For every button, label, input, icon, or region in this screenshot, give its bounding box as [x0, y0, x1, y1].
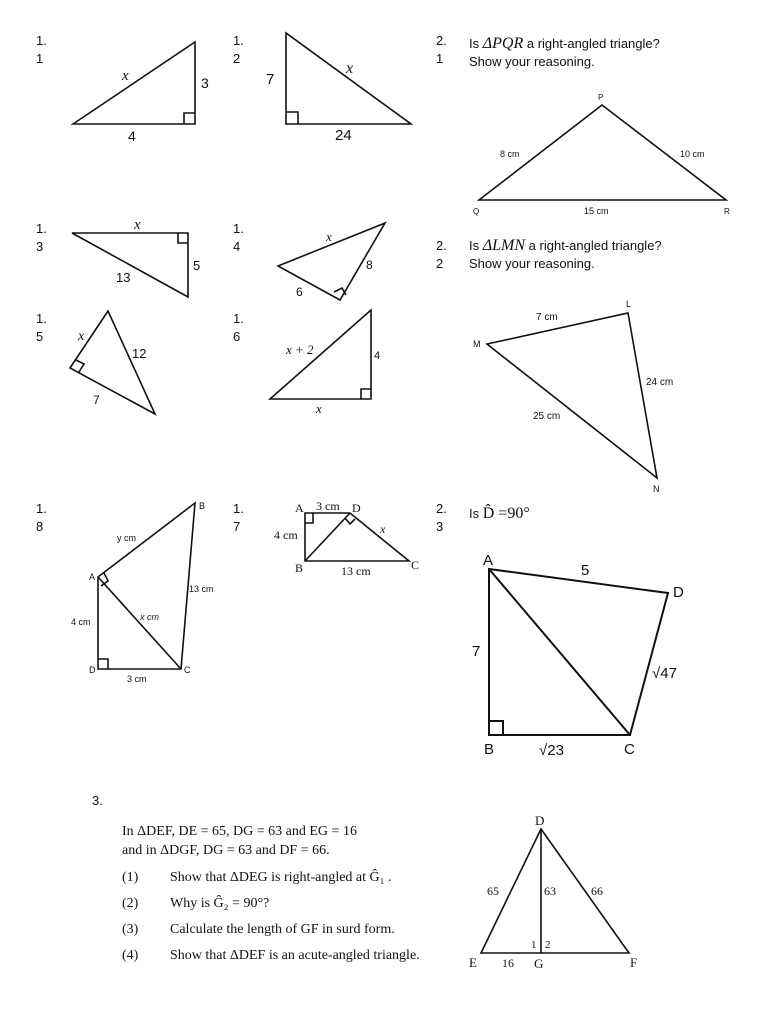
triangle-1-2 [266, 33, 411, 144]
svg-text:x: x [326, 229, 332, 244]
svg-text:x: x [122, 68, 129, 84]
svg-text:8 cm: 8 cm [500, 149, 520, 159]
svg-text:y cm: y cm [117, 533, 136, 543]
svg-text:1: 1 [531, 939, 537, 951]
svg-text:x: x [346, 60, 354, 77]
question-number-1-8: 1. 8 [36, 501, 47, 534]
svg-text:16: 16 [502, 956, 514, 970]
svg-text:13 cm: 13 cm [341, 564, 371, 578]
svg-text:5: 5 [193, 258, 201, 273]
triangle-1-1 [73, 42, 209, 144]
svg-text:12: 12 [132, 346, 147, 361]
svg-text:x cm: x cm [140, 612, 159, 622]
svg-text:D: D [89, 665, 96, 675]
question-number-2-3: 2. 3 [436, 501, 447, 534]
svg-text:x: x [380, 522, 386, 536]
svg-text:N: N [653, 484, 660, 494]
svg-text:G: G [534, 956, 544, 971]
question-2-2-text: Is ΔLMN a right-angled triangle? Show your reasoning. [469, 237, 662, 271]
svg-text:C: C [184, 665, 191, 675]
svg-text:D: D [535, 813, 545, 828]
question-number-1-1: 1. 1 [36, 33, 47, 66]
svg-text:25 cm: 25 cm [533, 411, 561, 422]
svg-text:P: P [598, 93, 604, 102]
quadrilateral-1-7 [274, 499, 419, 578]
triangle-1-3 [72, 217, 200, 297]
triangle-1-6 [270, 310, 380, 416]
svg-text:65: 65 [487, 884, 499, 898]
svg-text:8: 8 [366, 258, 373, 272]
question-number-3: 3. [92, 793, 103, 808]
svg-text:A: A [483, 552, 494, 569]
svg-text:7: 7 [93, 393, 100, 407]
svg-text:M: M [473, 339, 481, 349]
quadrilateral-2-3 [472, 552, 684, 759]
svg-text:3 cm: 3 cm [127, 674, 147, 684]
svg-text:E: E [469, 955, 477, 970]
svg-text:66: 66 [591, 884, 603, 898]
question-2-3-text: Is D̂ =90° [469, 505, 530, 522]
svg-text:√47: √47 [652, 665, 677, 682]
svg-text:5: 5 [581, 562, 590, 579]
question-number-2-1: 2. 1 [436, 33, 447, 66]
svg-text:D: D [673, 584, 684, 601]
svg-text:63: 63 [544, 884, 556, 898]
svg-text:√23: √23 [539, 742, 564, 759]
triangle-2-2 [473, 299, 673, 494]
question-number-1-5: 1. 5 [36, 311, 47, 344]
svg-text:A: A [295, 501, 304, 515]
svg-text:F: F [630, 955, 638, 970]
svg-text:10 cm: 10 cm [680, 149, 705, 159]
svg-text:7: 7 [472, 643, 481, 660]
svg-text:L: L [626, 299, 632, 309]
question-number-1-4: 1. 4 [233, 221, 244, 254]
svg-text:B: B [199, 501, 206, 511]
svg-text:7: 7 [266, 71, 275, 88]
svg-text:4 cm: 4 cm [274, 528, 298, 542]
question-number-2-2: 2. 2 [436, 238, 447, 271]
svg-text:A: A [89, 572, 96, 582]
triangle-3 [469, 813, 637, 971]
question-number-1-2: 1. 2 [233, 33, 244, 66]
svg-text:3: 3 [201, 75, 209, 91]
svg-text:24: 24 [335, 127, 352, 144]
svg-text:13 cm: 13 cm [189, 584, 214, 594]
svg-text:6: 6 [296, 285, 303, 299]
svg-text:4 cm: 4 cm [71, 617, 91, 627]
svg-text:D: D [352, 501, 361, 515]
svg-text:C: C [411, 558, 420, 572]
svg-text:24 cm: 24 cm [646, 377, 674, 388]
svg-text:15 cm: 15 cm [584, 206, 609, 216]
svg-text:x: x [78, 329, 85, 344]
svg-text:x: x [134, 217, 141, 233]
triangle-2-1 [473, 93, 730, 216]
svg-text:C: C [624, 741, 635, 758]
triangle-1-4 [278, 223, 385, 300]
svg-text:x + 2: x + 2 [286, 342, 314, 357]
svg-text:4: 4 [374, 350, 381, 362]
question-number-1-7: 1. 7 [233, 501, 244, 534]
svg-text:x: x [316, 401, 322, 416]
question-number-1-3: 1. 3 [36, 221, 47, 254]
svg-text:3 cm: 3 cm [316, 499, 340, 513]
svg-text:7 cm: 7 cm [536, 312, 558, 323]
svg-text:B: B [295, 561, 304, 575]
quadrilateral-1-8 [71, 501, 214, 684]
svg-text:2: 2 [545, 939, 551, 951]
question-number-1-6: 1. 6 [233, 311, 244, 344]
svg-text:4: 4 [128, 128, 136, 144]
question-3-text: In ΔDEF, DE = 65, DG = 63 and EG = 16 and in ΔDGF, DG = 63 and DF = 66. (1) Show that ΔDEG is right-angled at Ĝ₁ . (2) Why is Ĝ₂ = 90°? (3) Calculate the length of GF in surd form. (4) Show that ΔDEF is an acute-angled triangle. [122, 824, 420, 963]
svg-text:Q: Q [473, 207, 480, 216]
triangle-1-5 [70, 311, 155, 414]
svg-text:R: R [724, 207, 730, 216]
question-2-1-text: Is ΔPQR a right-angled triangle? Show your reasoning. [469, 35, 660, 69]
svg-text:B: B [484, 741, 495, 758]
svg-text:13: 13 [116, 270, 131, 285]
